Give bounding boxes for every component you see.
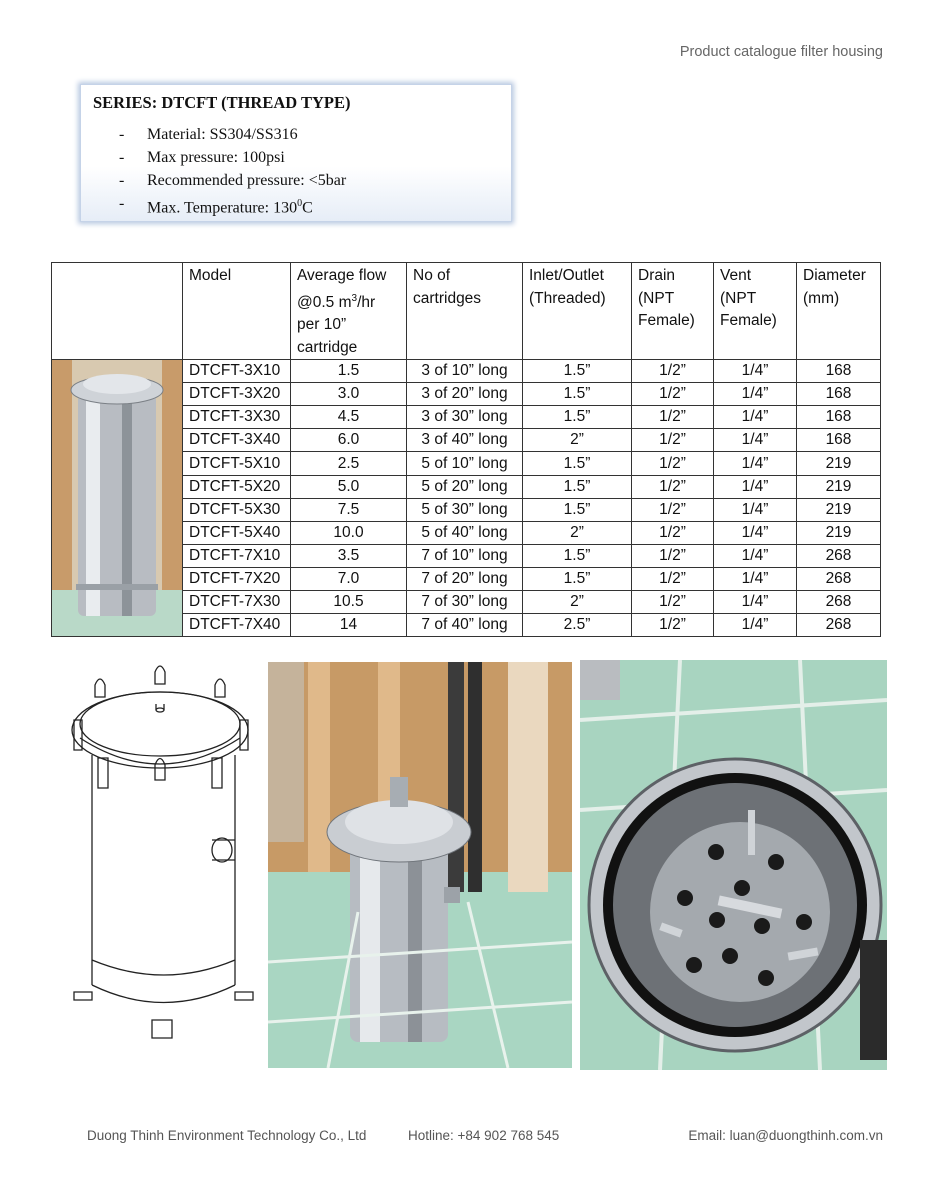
cell-drain: 1/2” — [632, 544, 714, 567]
table-header-row — [52, 263, 881, 360]
header-cartridges: No of cartridges — [407, 263, 523, 360]
cell-inlet: 2.5” — [523, 614, 632, 637]
footer-company: Duong Thinh Environment Technology Co., Ltd — [87, 1128, 367, 1143]
spec-table — [51, 262, 881, 637]
cell-model: DTCFT-5X40 — [183, 521, 291, 544]
cell-dia: 219 — [797, 498, 881, 521]
cell-dia: 168 — [797, 429, 881, 452]
cell-inlet: 1.5” — [523, 360, 632, 383]
housing-photo-front — [268, 662, 572, 1068]
cell-model: DTCFT-7X40 — [183, 614, 291, 637]
series-spec-list — [93, 123, 499, 219]
cell-dia: 268 — [797, 614, 881, 637]
cell-drain: 1/2” — [632, 614, 714, 637]
cell-drain: 1/2” — [632, 590, 714, 613]
cell-model: DTCFT-3X40 — [183, 429, 291, 452]
cell-vent: 1/4” — [714, 406, 797, 429]
header-average-flow: Average flow @0.5 $m^3/hr$ per 10” cartridge — [291, 263, 407, 360]
cell-flow: 1.5 — [291, 360, 407, 383]
cell-vent: 1/4” — [714, 590, 797, 613]
cell-inlet: 1.5” — [523, 383, 632, 406]
cell-cart: 5 of 10” long — [407, 452, 523, 475]
header-image-cell — [52, 263, 183, 360]
product-photo-cell — [52, 360, 183, 637]
cell-flow: 3.5 — [291, 544, 407, 567]
cell-vent: 1/4” — [714, 452, 797, 475]
cell-vent: 1/4” — [714, 498, 797, 521]
spec-max-temperature: - Max. Temperature: $130^0C$ — [119, 192, 499, 219]
cell-flow: 5.0 — [291, 475, 407, 498]
cell-cart: 7 of 10” long — [407, 544, 523, 567]
cell-drain: 1/2” — [632, 383, 714, 406]
header-inlet-outlet: Inlet/Outlet (Threaded) — [523, 263, 632, 360]
cell-dia: 219 — [797, 452, 881, 475]
cell-dia: 168 — [797, 406, 881, 429]
table-row — [52, 360, 881, 383]
series-title: SERIES: DTCFT (THREAD TYPE) — [93, 93, 351, 112]
cell-vent: 1/4” — [714, 544, 797, 567]
cell-dia: 219 — [797, 475, 881, 498]
cell-drain: 1/2” — [632, 498, 714, 521]
cell-model: DTCFT-5X10 — [183, 452, 291, 475]
housing-line-drawing — [60, 660, 265, 1060]
cell-cart: 5 of 20” long — [407, 475, 523, 498]
cell-cart: 5 of 40” long — [407, 521, 523, 544]
cell-vent: 1/4” — [714, 567, 797, 590]
cell-drain: 1/2” — [632, 406, 714, 429]
cell-cart: 3 of 20” long — [407, 383, 523, 406]
cell-vent: 1/4” — [714, 475, 797, 498]
filter-housing-photo — [52, 360, 182, 636]
cell-model: DTCFT-7X30 — [183, 590, 291, 613]
footer-email[interactable]: Email: luan@duongthinh.com.vn — [688, 1128, 883, 1143]
cell-flow: 10.0 — [291, 521, 407, 544]
cell-dia: 268 — [797, 544, 881, 567]
cell-dia: 219 — [797, 521, 881, 544]
cell-cart: 5 of 30” long — [407, 498, 523, 521]
cell-vent: 1/4” — [714, 383, 797, 406]
cell-dia: 168 — [797, 360, 881, 383]
cell-model: DTCFT-5X30 — [183, 498, 291, 521]
cell-drain: 1/2” — [632, 521, 714, 544]
cell-dia: 268 — [797, 590, 881, 613]
cell-drain: 1/2” — [632, 360, 714, 383]
cell-flow: 3.0 — [291, 383, 407, 406]
cell-flow: 2.5 — [291, 452, 407, 475]
cell-dia: 268 — [797, 567, 881, 590]
cell-flow: 7.5 — [291, 498, 407, 521]
housing-photo-top — [580, 660, 887, 1070]
spec-recommended-pressure: - Recommended pressure: <5bar — [119, 169, 499, 192]
cell-flow: 4.5 — [291, 406, 407, 429]
cell-inlet: 1.5” — [523, 498, 632, 521]
cell-flow: 6.0 — [291, 429, 407, 452]
header-diameter: Diameter (mm) — [797, 263, 881, 360]
cell-inlet: 1.5” — [523, 452, 632, 475]
cell-model: DTCFT-7X20 — [183, 567, 291, 590]
cell-flow: 7.0 — [291, 567, 407, 590]
cell-inlet: 2” — [523, 429, 632, 452]
cell-model: DTCFT-3X30 — [183, 406, 291, 429]
header-model: Model — [183, 263, 291, 360]
cell-cart: 7 of 30” long — [407, 590, 523, 613]
cell-inlet: 2” — [523, 590, 632, 613]
cell-drain: 1/2” — [632, 567, 714, 590]
spec-max-pressure: - Max pressure: 100psi — [119, 146, 499, 169]
footer-hotline: Hotline: +84 902 768 545 — [408, 1128, 560, 1143]
spec-material: - Material: SS304/SS316 — [119, 123, 499, 146]
cell-inlet: 1.5” — [523, 475, 632, 498]
cell-flow: 10.5 — [291, 590, 407, 613]
cell-cart: 7 of 40” long — [407, 614, 523, 637]
cell-model: DTCFT-3X20 — [183, 383, 291, 406]
cell-inlet: 1.5” — [523, 544, 632, 567]
cell-model: DTCFT-5X20 — [183, 475, 291, 498]
cell-model: DTCFT-3X10 — [183, 360, 291, 383]
cell-vent: 1/4” — [714, 521, 797, 544]
cell-inlet: 2” — [523, 521, 632, 544]
cell-inlet: 1.5” — [523, 406, 632, 429]
series-info-box — [80, 84, 512, 222]
cell-dia: 168 — [797, 383, 881, 406]
cell-vent: 1/4” — [714, 429, 797, 452]
cell-cart: 3 of 40” long — [407, 429, 523, 452]
header-vent: Vent (NPT Female) — [714, 263, 797, 360]
cell-cart: 3 of 30” long — [407, 406, 523, 429]
cell-flow: 14 — [291, 614, 407, 637]
cell-drain: 1/2” — [632, 452, 714, 475]
cell-vent: 1/4” — [714, 614, 797, 637]
cell-cart: 7 of 20” long — [407, 567, 523, 590]
product-photos — [0, 660, 927, 1070]
cell-drain: 1/2” — [632, 475, 714, 498]
cell-vent: 1/4” — [714, 360, 797, 383]
page-header-caption: Product catalogue filter housing — [679, 44, 883, 60]
header-drain: Drain (NPT Female) — [632, 263, 714, 360]
cell-cart: 3 of 10” long — [407, 360, 523, 383]
cell-model: DTCFT-7X10 — [183, 544, 291, 567]
cell-inlet: 1.5” — [523, 567, 632, 590]
cell-drain: 1/2” — [632, 429, 714, 452]
